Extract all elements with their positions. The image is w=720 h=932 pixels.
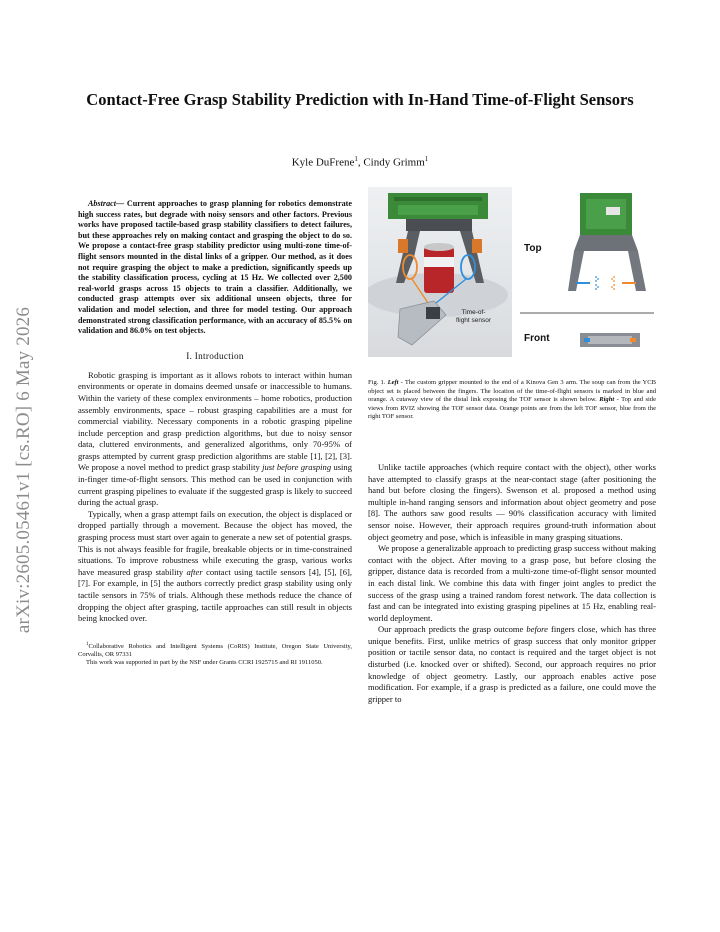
intro-p1-text-a: Robotic grasping is important as it allows robots to interact within human environments or operate in domains deemed unsafe or inaccessible to humans. Within the variety of these complex environments – home robotics, production assembly environments, space – robust grasping capabilities are a must for commercial viability. Necessary components in a robotic grasping pipeline include perception and grasp prediction algorithms, but due to noisy sensor data, cluttered environments, and generalized algorithms, only 70-95% of grasps attempted by current grasp prediction algorithms are stable [1], [2], [3]. We propose a novel method to predict grasp stability [78, 369, 352, 473]
paper-title: Contact-Free Grasp Stability Prediction with In-Hand Time-of-Flight Sensors [86, 90, 634, 109]
caption-right-label: Right [599, 396, 615, 404]
intro-paragraph-2 [78, 509, 352, 625]
tof-sensor-label [456, 309, 491, 325]
right-paragraph-1: Unlike tactile approaches (which require contact with the object), other works have attempted to classify grasps at the near-contact stage (after positioning the hand but before closing the fingers). Swenson et al. proposed a method using multiple in-hand ranging sensors and information about object geometry and pose [8]. The authors saw good results — 90% classification accuracy with limited sensor noise. However, their approach requires ground-truth information about object geometry and pose, which is infeasible in many grasping situations. [368, 461, 656, 542]
caption-right-text: - Top and side views from RVIZ showing the TOF sensor data. Orange points are from the left TOF sensor, blue from the right TOF sensor. [368, 396, 656, 421]
right-column [368, 187, 656, 705]
right-paragraph-3 [368, 624, 656, 705]
view-label-top: Top [524, 243, 542, 254]
author-separator: , [357, 156, 364, 169]
rviz-views-illustration [518, 187, 656, 357]
caption-prefix: Fig. 1. [368, 379, 388, 386]
caption-left-text: - The custom gripper mounted to the end of a Kinova Gen 3 arm. The soup can from the YCB object set is placed between the fingers. The location of the time-of-flight sensors is marked in blue and orange. A cutaway view of the distal link exposing the TOF sensor is shown below. [368, 379, 656, 404]
right-paragraph-2: We propose a generalizable approach to predicting grasp success without making contact with the object. After moving to a grasp pose, but before closing the gripper, distance data is recorded from a multi-zone time-of-flight sensor mounted in each distal link. We combine this data with finger joint angles to predict the success of the grasp using a trained random forest network. The data collection is fast and can be integrated into existing grasping pipelines at 15 Hz, enabling real-world deployment. [368, 543, 656, 623]
abstract [78, 199, 352, 337]
rviz-views [518, 187, 656, 357]
affiliation-mark: 1 [424, 155, 429, 163]
figure-caption [368, 379, 656, 422]
intro-p2-text-a: Typically, when a grasp attempt fails on execution, the object is displaced or dropped partially through a movement. Because the object has moved, the grasping process must start over again to generate a new set of potential grasps. This is not always feasible for fragile, breakable objects or in time-constrained situations. To improve robustness while executing the grasp, various works have measured grasp stability [78, 508, 352, 577]
gripper-photo-illustration [368, 187, 512, 357]
gripper-photo [368, 187, 512, 357]
tof-label-line-1: Time-of- [461, 309, 486, 316]
caption-left-label: Left [387, 379, 399, 386]
right-column-text [368, 462, 656, 705]
author-1: Kyle DuFrene [291, 156, 355, 169]
intro-p1-text-b: using in-finger time-of-flight sensors. This method can be used in conjunction with current grasping pipelines to evaluate if the suggested grasp is likely to succeed during the actual grasp. [78, 462, 352, 508]
arxiv-identifier: arXiv:2605.05461v1 [cs.RO] 6 May 2026 [13, 306, 34, 634]
left-column [78, 199, 352, 668]
tof-label-line-2: flight sensor [456, 317, 492, 324]
view-label-front: Front [524, 333, 550, 344]
figure-1 [368, 187, 656, 357]
right-p3-emphasis: before [526, 624, 548, 635]
author-line [60, 155, 660, 169]
intro-p2-text-b: contact using tactile sensors [4], [5], [6], [7]. For example, in [5] the authors correctly predict grasp stability using only tactile sensors in 75% of trials. Although these methods reduce the chance of dropping the object after grasping, tactile approaches can still result in objects being knocked over. [78, 566, 352, 624]
abstract-text: — Current approaches to grasp planning for robotics demonstrate high success rates, but degrade with noisy sensors and other factors. Previous works have proposed tactile-based grasp stability classifiers to detect failures, but these approaches rely on making contact and grasping the object to do so. We propose a contact-free grasp stability predictor using multi-zone time-of-flight sensors mounted in the distal links of a gripper. Our method, as it does not require grasping the object to make a prediction, significantly speeds up the stability classification process, cycling at 15 Hz. We collected over 2,500 real-world grasps across 15 objects to train a classifier. Additionally, we conducted grasp attempts over six additional unseen objects, three for validation and model selection, and three for model testing. Our approach demonstrated strong classification performance, with an accuracy of 85.5% on validation and 86.0% on test objects. [78, 199, 352, 336]
footnote-mark: 1 [86, 641, 89, 647]
footnote-support: This work was supported in part by the NSF under Grants CCRI 1925715 and RI 1911050. [86, 659, 323, 667]
affiliation-mark: 1 [354, 155, 358, 163]
section-heading-introduction: I. Introduction [186, 350, 244, 361]
abstract-heading: Abstract [88, 199, 116, 208]
right-p3-text-b: fingers close, which has three unique benefits. First, unlike metrics of grasp success that only monitor gripper position or tactile sensor data, no contact is required and the target object is not disturbed (i.e. knocked over or shifted). Second, our approach requires no prior knowledge of object geometry. Lastly, our approach enables active pose modification. For example, if a grasp is predicted as a failure, one could move the gripper to [368, 624, 656, 704]
arxiv-stamp [4, 240, 44, 700]
footnote-affiliation-text: Collaborative Robotics and Intelligent Systems (CoRIS) Institute, Oregon State University, Corvallis, OR 97331 [78, 642, 352, 659]
author-2: Cindy Grimm [363, 156, 425, 169]
intro-paragraph-1 [78, 370, 352, 509]
right-p3-text-a: Our approach predicts the grasp outcome [378, 624, 527, 635]
intro-p1-emphasis: just before grasping [262, 462, 332, 473]
footnote-affiliation [78, 641, 352, 660]
intro-p2-emphasis: after [186, 566, 203, 577]
footnotes [78, 641, 352, 668]
